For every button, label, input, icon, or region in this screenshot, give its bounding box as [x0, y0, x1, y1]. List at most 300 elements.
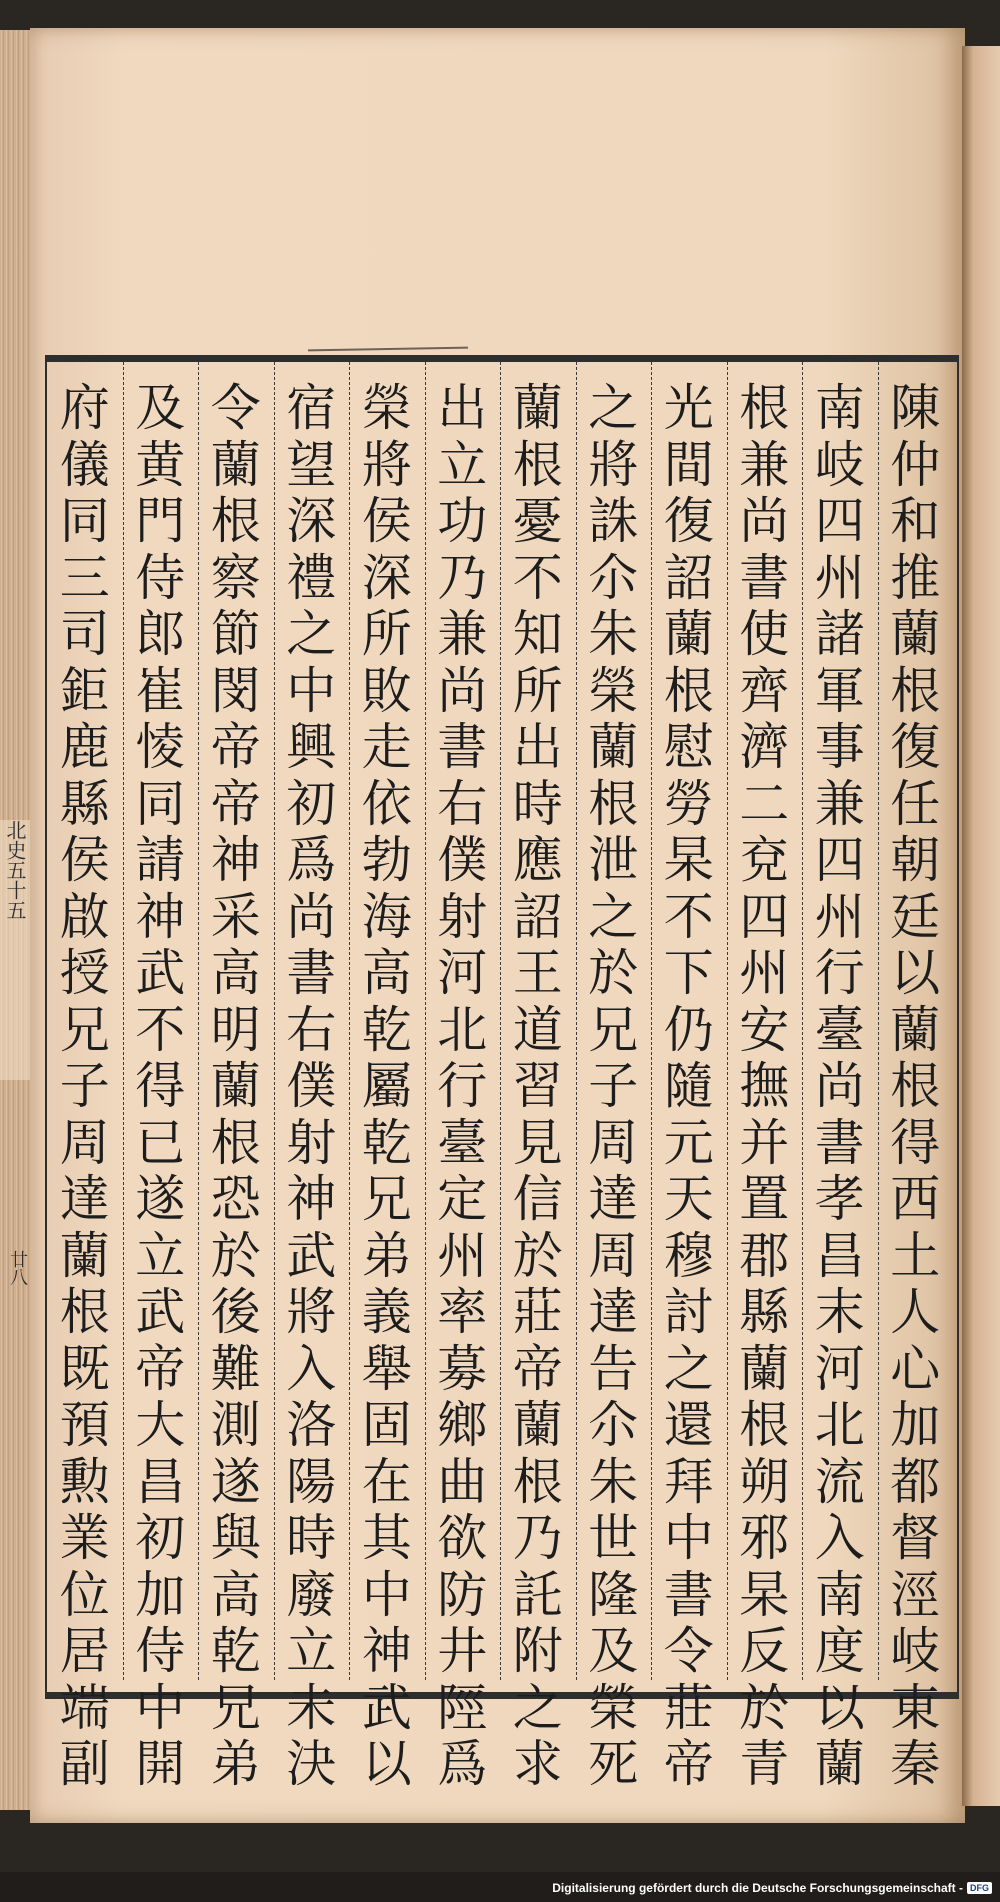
character: 州 [739, 944, 790, 1002]
character: 立 [437, 435, 488, 494]
character: 武 [286, 1226, 337, 1285]
character: 蘭 [210, 435, 261, 494]
character: 蘭 [588, 718, 639, 776]
text-column [882, 379, 948, 1793]
character: 令 [663, 1622, 714, 1680]
column-rule [802, 362, 803, 1680]
character: 舉 [361, 1339, 412, 1398]
character: 朝 [890, 831, 941, 889]
character: 鄉 [437, 1396, 488, 1454]
character: 屬 [361, 1057, 412, 1115]
character: 蘭 [890, 605, 941, 663]
character: 兗 [739, 831, 790, 889]
character: 仲 [890, 435, 941, 494]
character: 決 [286, 1735, 337, 1793]
character: 及 [135, 379, 186, 437]
character: 以 [890, 944, 941, 1002]
character: 之 [588, 379, 639, 437]
character: 達 [588, 1283, 639, 1341]
character: 昌 [135, 1452, 186, 1511]
character: 固 [361, 1396, 412, 1454]
character: 中 [361, 1565, 412, 1624]
character: 杲 [739, 1565, 790, 1624]
character: 兄 [210, 1678, 261, 1737]
character: 鉅 [59, 661, 110, 720]
character: 蘭 [890, 1000, 941, 1059]
character: 帝 [210, 718, 261, 776]
character: 臺 [437, 1113, 488, 1172]
character: 右 [286, 1000, 337, 1059]
character: 深 [286, 492, 337, 550]
character: 高 [361, 944, 412, 1002]
character: 二 [739, 774, 790, 833]
character: 四 [814, 492, 865, 550]
character: 朱 [588, 1452, 639, 1511]
character: 事 [814, 718, 865, 776]
character: 書 [286, 944, 337, 1002]
character: 將 [588, 435, 639, 494]
character: 率 [437, 1283, 488, 1341]
character: 勞 [663, 774, 714, 833]
character: 鹿 [59, 718, 110, 776]
character: 於 [512, 1226, 563, 1285]
character: 世 [588, 1509, 639, 1567]
character: 昌 [814, 1226, 865, 1285]
character: 僕 [286, 1057, 337, 1115]
character: 後 [210, 1283, 261, 1341]
character: 乾 [361, 1113, 412, 1172]
text-column [429, 379, 495, 1793]
character: 居 [59, 1622, 110, 1680]
character: 推 [890, 548, 941, 607]
character: 軍 [814, 661, 865, 720]
character: 習 [512, 1057, 563, 1115]
character: 州 [814, 548, 865, 607]
character: 帝 [512, 1339, 563, 1398]
character: 神 [286, 1170, 337, 1228]
character: 所 [512, 661, 563, 720]
character: 加 [890, 1396, 941, 1454]
character: 黄 [135, 435, 186, 494]
character: 既 [59, 1339, 110, 1398]
character: 行 [814, 944, 865, 1002]
column-rule [425, 362, 426, 1680]
character: 武 [135, 1283, 186, 1341]
character: 達 [588, 1170, 639, 1228]
character: 憂 [512, 492, 563, 550]
character: 未 [286, 1678, 337, 1737]
character: 大 [135, 1396, 186, 1454]
credit-text: Digitalisierung gefördert durch die Deutsche Forschungsgemeinschaft - [552, 1881, 963, 1895]
character: 東 [890, 1678, 941, 1737]
character: 秦 [890, 1735, 941, 1793]
character: 四 [814, 831, 865, 889]
character: 信 [512, 1170, 563, 1228]
character: 撫 [739, 1057, 790, 1115]
text-frame [45, 355, 959, 1793]
character: 行 [437, 1057, 488, 1115]
character: 入 [286, 1339, 337, 1398]
character: 帝 [663, 1735, 714, 1793]
character: 神 [135, 887, 186, 946]
character: 附 [512, 1622, 563, 1680]
column-rule [500, 362, 501, 1680]
character: 尚 [814, 1057, 865, 1115]
character: 榮 [588, 661, 639, 720]
character: 根 [739, 1396, 790, 1454]
character: 請 [135, 831, 186, 889]
character: 使 [739, 605, 790, 663]
character: 周 [588, 1226, 639, 1285]
character: 不 [663, 887, 714, 946]
character: 帝 [210, 774, 261, 833]
character: 郎 [135, 605, 186, 663]
character: 榮 [361, 379, 412, 437]
character: 三 [59, 548, 110, 607]
character: 之 [286, 605, 337, 663]
character: 禮 [286, 548, 337, 607]
character: 莊 [663, 1678, 714, 1737]
character: 遂 [210, 1452, 261, 1511]
character: 詔 [663, 548, 714, 607]
character: 之 [588, 887, 639, 946]
character: 不 [512, 548, 563, 607]
character: 兼 [437, 605, 488, 663]
character: 西 [890, 1170, 941, 1228]
character: 廢 [286, 1565, 337, 1624]
character: 出 [512, 718, 563, 776]
character: 陳 [890, 379, 941, 437]
character: 在 [361, 1452, 412, 1511]
character: 深 [361, 548, 412, 607]
character: 右 [437, 774, 488, 833]
column-rule [274, 362, 275, 1680]
character: 兄 [588, 1000, 639, 1059]
character: 蘭 [210, 1057, 261, 1115]
character: 尒 [588, 1396, 639, 1454]
character: 爲 [286, 831, 337, 889]
character: 定 [437, 1170, 488, 1228]
character: 蘭 [512, 1396, 563, 1454]
character: 於 [739, 1678, 790, 1737]
character: 明 [210, 1000, 261, 1059]
character: 兄 [361, 1170, 412, 1228]
character: 府 [59, 379, 110, 437]
character: 恐 [210, 1170, 261, 1228]
character: 中 [286, 661, 337, 720]
character: 土 [890, 1226, 941, 1285]
character: 書 [437, 718, 488, 776]
character: 勲 [59, 1452, 110, 1511]
character: 中 [663, 1509, 714, 1567]
character: 初 [286, 774, 337, 833]
character: 書 [663, 1565, 714, 1624]
character: 天 [663, 1170, 714, 1228]
character: 置 [739, 1170, 790, 1228]
character: 司 [59, 605, 110, 663]
character: 縣 [739, 1283, 790, 1341]
character: 州 [814, 887, 865, 946]
character: 根 [512, 1452, 563, 1511]
character: 㥄 [135, 718, 186, 776]
character: 以 [814, 1678, 865, 1737]
character: 蘭 [739, 1339, 790, 1398]
character: 儀 [59, 435, 110, 494]
character: 諸 [814, 605, 865, 663]
character: 書 [814, 1113, 865, 1172]
character: 時 [512, 774, 563, 833]
character: 根 [739, 379, 790, 437]
character: 元 [663, 1113, 714, 1172]
character: 朱 [588, 605, 639, 663]
character: 根 [210, 1113, 261, 1172]
character: 岐 [890, 1622, 941, 1680]
character: 已 [135, 1113, 186, 1172]
character: 隨 [663, 1057, 714, 1115]
character: 神 [361, 1622, 412, 1680]
character: 兼 [739, 435, 790, 494]
character: 濟 [739, 718, 790, 776]
character: 根 [890, 1057, 941, 1115]
character: 涇 [890, 1565, 941, 1624]
character: 人 [890, 1283, 941, 1341]
character: 莊 [512, 1283, 563, 1341]
character: 詔 [512, 887, 563, 946]
column-rule [123, 362, 124, 1680]
character: 帝 [135, 1339, 186, 1398]
character: 侍 [135, 1622, 186, 1680]
character: 敗 [361, 661, 412, 720]
character: 慰 [663, 718, 714, 776]
character: 蘭 [814, 1735, 865, 1793]
character: 督 [890, 1509, 941, 1567]
character: 井 [437, 1622, 488, 1680]
character: 出 [437, 379, 488, 437]
character: 臺 [814, 1000, 865, 1059]
character: 心 [890, 1339, 941, 1398]
character: 不 [135, 1000, 186, 1059]
character: 武 [135, 944, 186, 1002]
character: 拜 [663, 1452, 714, 1511]
pencil-mark [308, 347, 468, 352]
character: 根 [588, 774, 639, 833]
character: 察 [210, 548, 261, 607]
character: 武 [361, 1678, 412, 1737]
character: 陽 [286, 1452, 337, 1511]
character: 杲 [663, 831, 714, 889]
column-rule [576, 362, 577, 1680]
character: 曲 [437, 1452, 488, 1511]
character: 得 [135, 1057, 186, 1115]
character: 蘭 [512, 379, 563, 437]
character: 於 [210, 1226, 261, 1285]
character: 四 [739, 887, 790, 946]
character: 宿 [286, 379, 337, 437]
margin-folio: 廿八 [7, 1250, 28, 1286]
character: 見 [512, 1113, 563, 1172]
character: 射 [437, 887, 488, 946]
character: 位 [59, 1565, 110, 1624]
character: 孝 [814, 1170, 865, 1228]
character: 泄 [588, 831, 639, 889]
character: 預 [59, 1396, 110, 1454]
character: 閔 [210, 661, 261, 720]
character: 端 [59, 1678, 110, 1737]
character: 和 [890, 492, 941, 550]
character: 侯 [59, 831, 110, 889]
character: 都 [890, 1452, 941, 1511]
character: 陘 [437, 1678, 488, 1737]
character: 尒 [588, 548, 639, 607]
character: 望 [286, 435, 337, 494]
character: 爲 [437, 1735, 488, 1793]
character: 於 [588, 944, 639, 1002]
character: 齊 [739, 661, 790, 720]
character: 募 [437, 1339, 488, 1398]
character: 節 [210, 605, 261, 663]
character: 州 [437, 1226, 488, 1285]
character: 流 [814, 1452, 865, 1511]
character: 遂 [135, 1170, 186, 1228]
text-column [656, 379, 722, 1793]
character: 復 [663, 492, 714, 550]
character: 榮 [588, 1678, 639, 1737]
character: 光 [663, 379, 714, 437]
character: 周 [588, 1113, 639, 1172]
character: 下 [663, 944, 714, 1002]
character: 防 [437, 1565, 488, 1624]
character: 還 [663, 1396, 714, 1454]
character: 乾 [210, 1622, 261, 1680]
character: 崔 [135, 661, 186, 720]
character: 之 [663, 1339, 714, 1398]
character: 同 [59, 492, 110, 550]
character: 兼 [814, 774, 865, 833]
digitization-credit [552, 1880, 992, 1896]
text-column [580, 379, 646, 1793]
character: 南 [814, 379, 865, 437]
character: 授 [59, 944, 110, 1002]
column-rule [349, 362, 350, 1680]
text-column [807, 379, 873, 1793]
character: 乃 [437, 548, 488, 607]
character: 以 [361, 1735, 412, 1793]
character: 弟 [210, 1735, 261, 1793]
character: 北 [814, 1396, 865, 1454]
character: 道 [512, 1000, 563, 1059]
character: 誅 [588, 492, 639, 550]
character: 乾 [361, 1000, 412, 1059]
character: 開 [135, 1735, 186, 1793]
character: 朔 [739, 1452, 790, 1511]
character: 高 [210, 1565, 261, 1624]
text-column [505, 379, 571, 1793]
character: 死 [588, 1735, 639, 1793]
character: 仍 [663, 1000, 714, 1059]
character: 間 [663, 435, 714, 494]
character: 縣 [59, 774, 110, 833]
character: 侯 [361, 492, 412, 550]
character: 蘭 [59, 1226, 110, 1285]
character: 其 [361, 1509, 412, 1567]
column-rule [198, 362, 199, 1680]
character: 邪 [739, 1509, 790, 1567]
character: 立 [135, 1226, 186, 1285]
character: 河 [437, 944, 488, 1002]
character: 子 [588, 1057, 639, 1115]
character: 與 [210, 1509, 261, 1567]
character: 度 [814, 1622, 865, 1680]
character: 根 [210, 492, 261, 550]
character: 門 [135, 492, 186, 550]
character: 副 [59, 1735, 110, 1793]
text-column [203, 379, 269, 1793]
character: 欲 [437, 1509, 488, 1567]
character: 郡 [739, 1226, 790, 1285]
character: 并 [739, 1113, 790, 1172]
character: 神 [210, 831, 261, 889]
character: 初 [135, 1509, 186, 1567]
character: 青 [739, 1735, 790, 1793]
character: 子 [59, 1057, 110, 1115]
column-rule [878, 362, 879, 1680]
character: 依 [361, 774, 412, 833]
character: 廷 [890, 887, 941, 946]
character: 及 [588, 1622, 639, 1680]
character: 海 [361, 887, 412, 946]
character: 岐 [814, 435, 865, 494]
character: 加 [135, 1565, 186, 1624]
text-column [52, 379, 118, 1793]
text-column [731, 379, 797, 1793]
character: 功 [437, 492, 488, 550]
character: 討 [663, 1283, 714, 1341]
character: 義 [361, 1283, 412, 1341]
character: 難 [210, 1339, 261, 1398]
character: 僕 [437, 831, 488, 889]
character: 尚 [739, 492, 790, 550]
character: 蘭 [663, 605, 714, 663]
character: 得 [890, 1113, 941, 1172]
character: 北 [437, 1000, 488, 1059]
character: 將 [361, 435, 412, 494]
character: 射 [286, 1113, 337, 1172]
character: 末 [814, 1283, 865, 1341]
character: 穆 [663, 1226, 714, 1285]
character: 測 [210, 1396, 261, 1454]
character: 弟 [361, 1226, 412, 1285]
character: 啟 [59, 887, 110, 946]
character: 時 [286, 1509, 337, 1567]
character: 同 [135, 774, 186, 833]
character: 根 [663, 661, 714, 720]
character: 尚 [437, 661, 488, 720]
character: 走 [361, 718, 412, 776]
character: 反 [739, 1622, 790, 1680]
next-page-edge [962, 46, 1000, 1806]
character: 書 [739, 548, 790, 607]
character: 勃 [361, 831, 412, 889]
character: 王 [512, 944, 563, 1002]
character: 所 [361, 605, 412, 663]
character: 安 [739, 1000, 790, 1059]
character: 兄 [59, 1000, 110, 1059]
character: 達 [59, 1170, 110, 1228]
character: 根 [890, 661, 941, 720]
character: 入 [814, 1509, 865, 1567]
character: 南 [814, 1565, 865, 1624]
character: 根 [512, 435, 563, 494]
